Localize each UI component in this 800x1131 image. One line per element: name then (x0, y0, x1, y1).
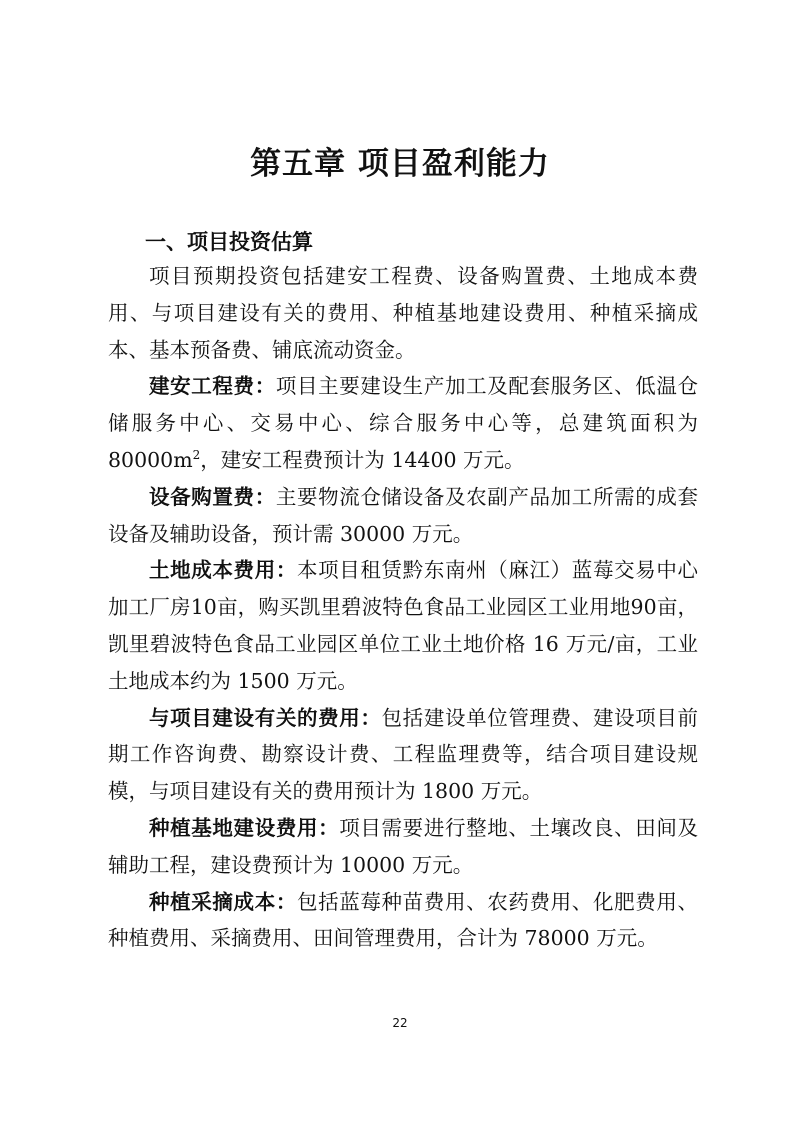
page-number: 22 (392, 1016, 408, 1030)
paragraph-text-tail: ，建安工程费预计为 14400 万元。 (200, 447, 525, 472)
paragraph-lead: 与项目建设有关的费用： (149, 705, 382, 730)
paragraph-text: 包括建设单位管理费、建设项目前期工作咨询费、勘察设计费、工程监理费等，结合项目建设规模，与项目建设有关的费用预计为 1800 万元。 (108, 705, 699, 804)
paragraph-planting-base-cost (108, 810, 698, 884)
paragraph-lead: 设备购置费： (149, 484, 276, 509)
section-title: 一、项目投资估算 (145, 230, 313, 254)
paragraph-land-cost (108, 552, 698, 699)
paragraph-text: 项目需要进行整地、土壤改良、田间及辅助工程，建设费预计为 10000 万元。 (108, 815, 699, 877)
paragraph-construction-cost (108, 368, 698, 478)
paragraph-lead: 种植采摘成本： (149, 889, 297, 914)
paragraph-equipment-cost (108, 479, 698, 553)
paragraph-lead: 建安工程费： (149, 374, 276, 399)
chapter-title: 第五章 项目盈利能力 (250, 146, 550, 182)
paragraph-related-cost (108, 700, 698, 810)
paragraph-lead: 种植基地建设费用： (149, 815, 340, 840)
paragraph-text: 项目预期投资包括建安工程费、设备购置费、土地成本费用、与项目建设有关的费用、种植基地建设费用、种植采摘成本、基本预备费、铺底流动资金。 (108, 264, 698, 362)
paragraph-text: 包括蓝莓种苗费用、农药费用、化肥费用、种植费用、采摘费用、田间管理费用，合计为 78000 万元。 (108, 889, 699, 951)
paragraph-text: 项目主要建设生产加工及配套服务区、低温仓储服务中心、交易中心、综合服务中心等，总建筑面积为 80000m (108, 374, 699, 472)
paragraph-lead: 土地成本费用： (149, 558, 297, 583)
paragraph-planting-harvest-cost (108, 884, 698, 958)
superscript: 2 (192, 448, 201, 463)
body-text (108, 258, 698, 957)
paragraph-text: 主要物流仓储设备及农副产品加工所需的成套设备及辅助设备，预计需 30000 万元。 (108, 484, 699, 546)
paragraph-overview (108, 258, 698, 368)
paragraph-text: 本项目租赁黔东南州（麻江）蓝莓交易中心加工厂房10亩，购买凯里碧波特色食品工业园区工业用地90亩，凯里碧波特色食品工业园区单位工业土地价格 16 万元/亩，工业土地成本约为 1500 万元。 (108, 558, 699, 693)
